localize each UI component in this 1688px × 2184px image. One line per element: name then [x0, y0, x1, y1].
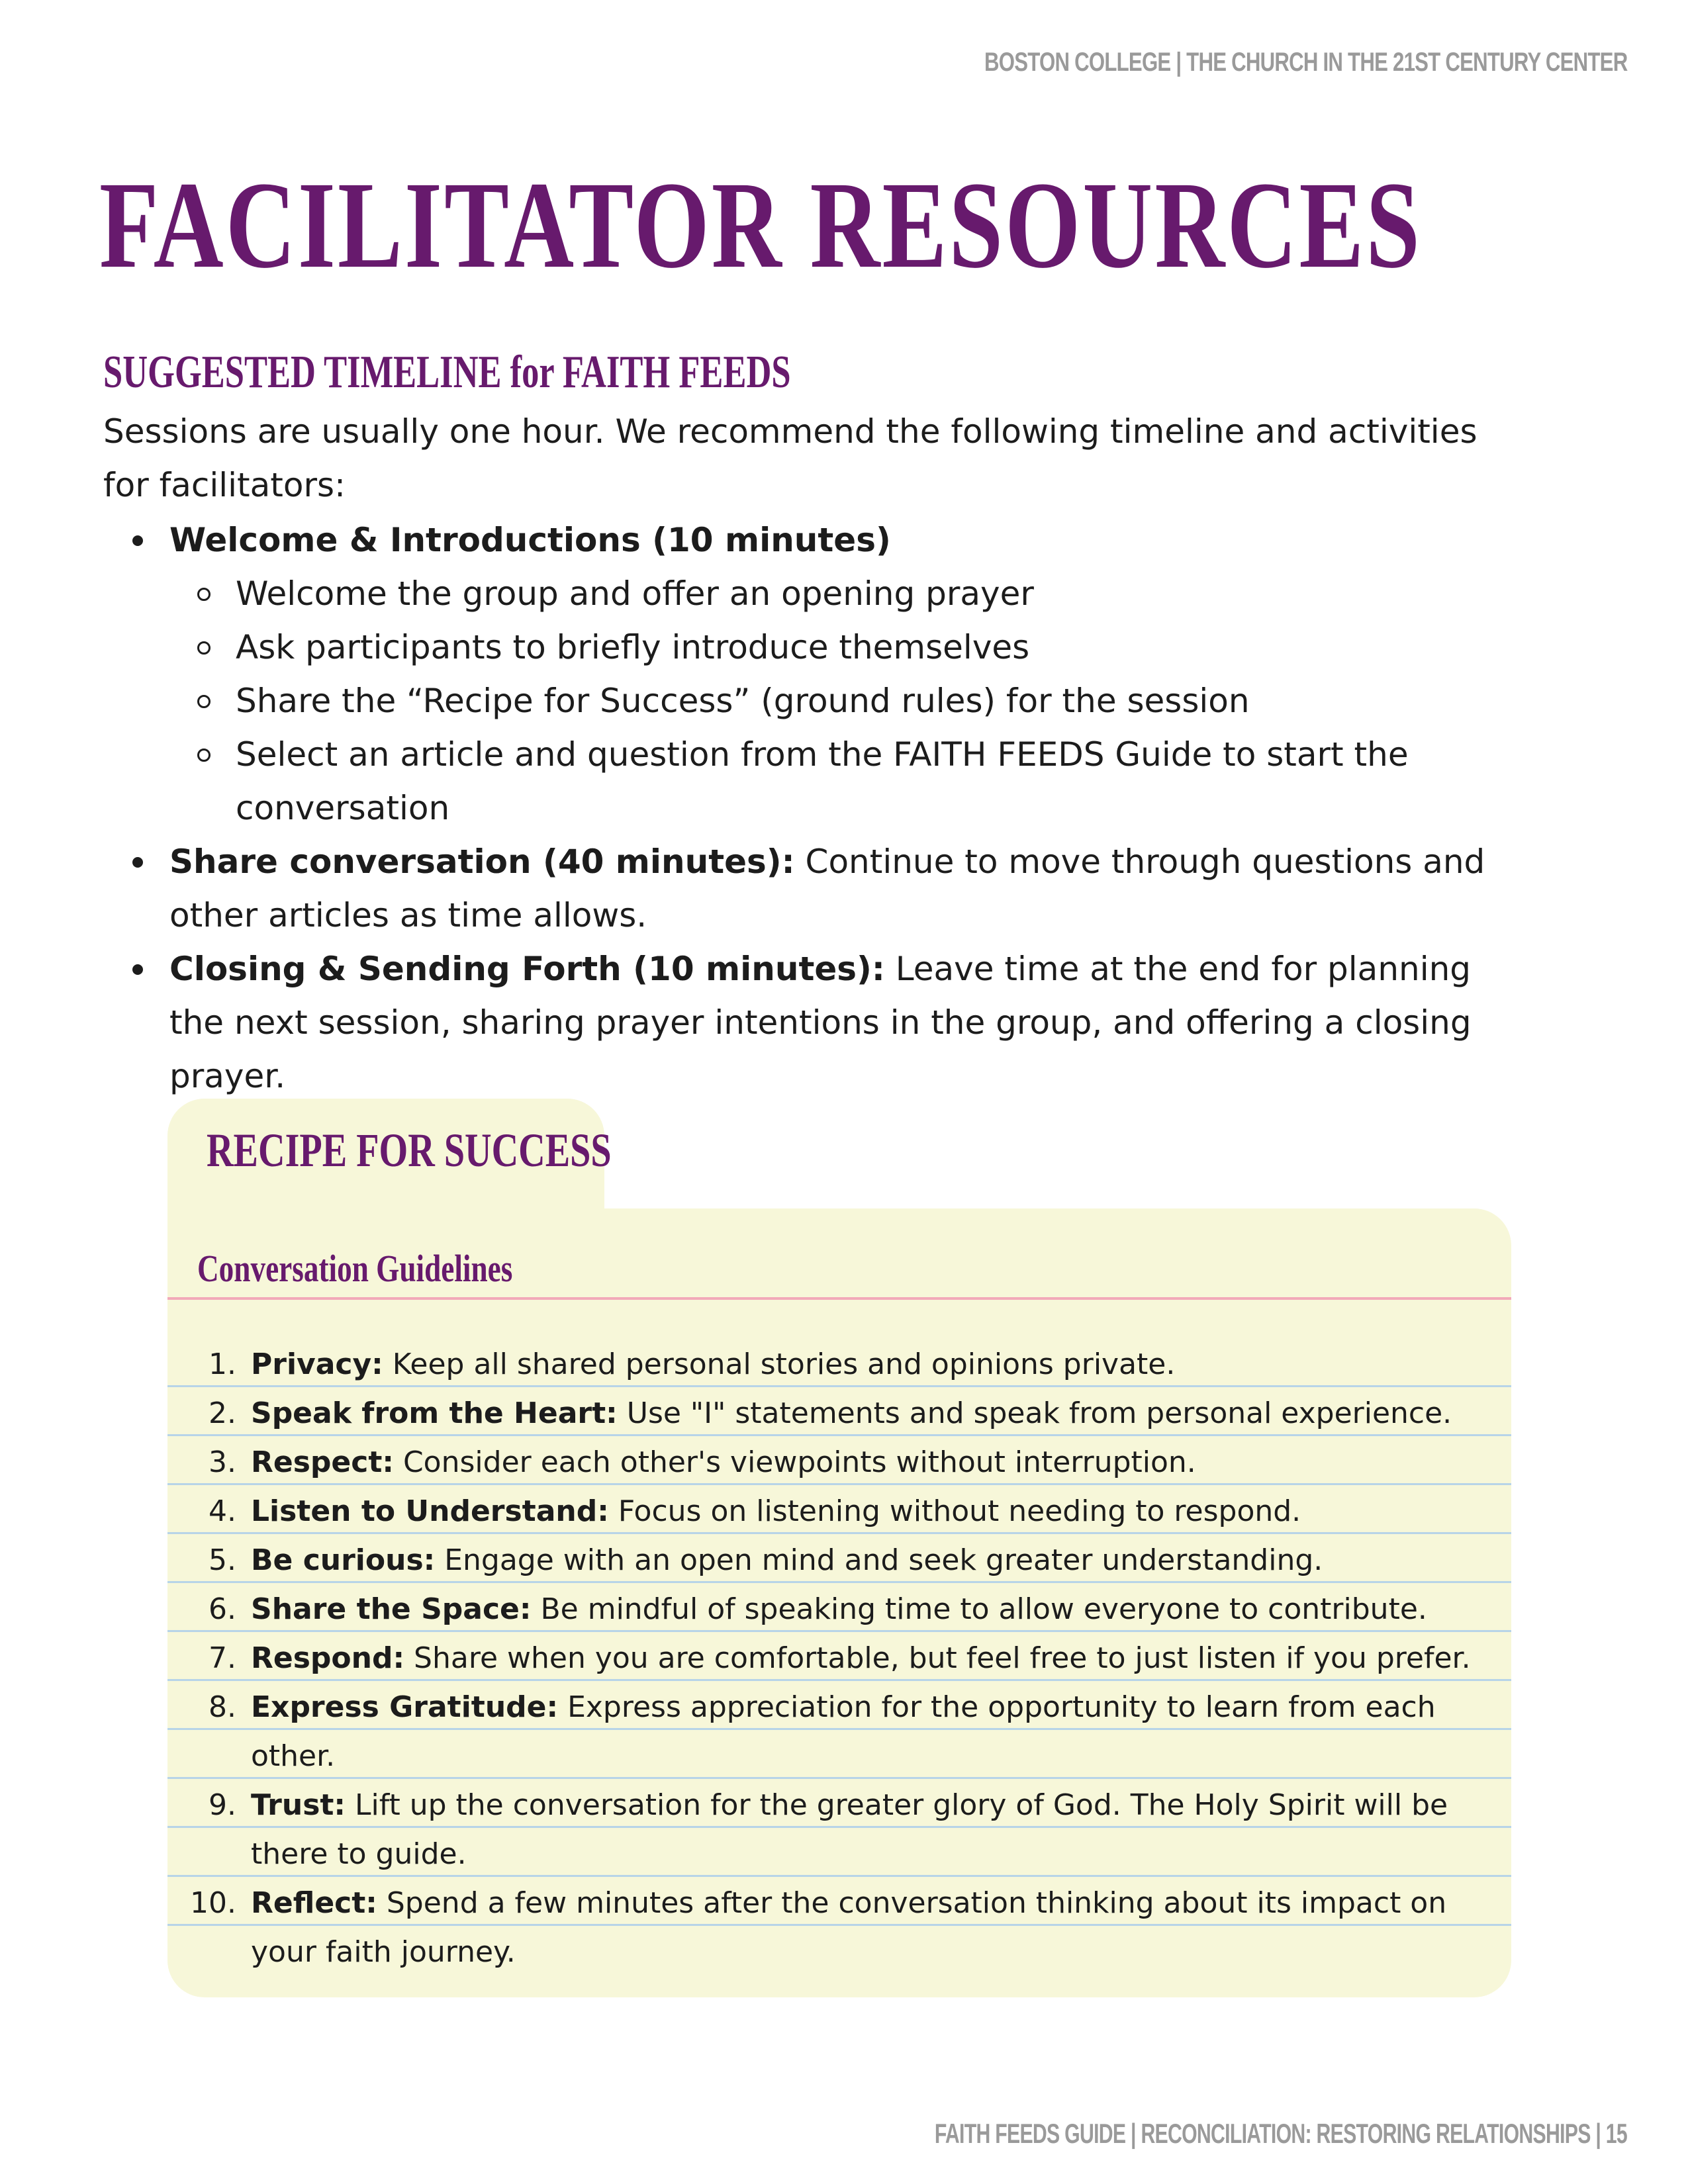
- page-header: BOSTON COLLEGE | THE CHURCH IN THE 21ST CENTURY CENTER: [984, 48, 1627, 77]
- guideline-item: [167, 1438, 1485, 1487]
- guideline-item: [167, 1585, 1485, 1634]
- guidelines-heading: Conversation Guidelines: [197, 1247, 513, 1290]
- guideline-text: Spend a few minutes after the conversation thinking about its impact on your faith journey.: [251, 1886, 1447, 1969]
- guideline-label: Privacy:: [251, 1347, 383, 1381]
- guidelines-list: [167, 1340, 1485, 1977]
- guideline-text: Engage with an open mind and seek greater understanding.: [435, 1543, 1323, 1577]
- guideline-item: [167, 1389, 1485, 1438]
- timeline-heading: SUGGESTED TIMELINE for FAITH FEEDS: [103, 347, 791, 398]
- timeline-item-text: Leave time at the end for planning the next session, sharing prayer intentions in the group, and offering a closing prayer.: [169, 950, 1472, 1095]
- guideline-label: Share the Space:: [251, 1592, 532, 1626]
- page-title: FACILITATOR RESOURCES: [99, 156, 1423, 294]
- page-footer: FAITH FEEDS GUIDE | RECONCILIATION: RESTORING RELATIONSHIPS | 15: [934, 2118, 1627, 2149]
- guideline-text: Lift up the conversation for the greater glory of God. The Holy Spirit will be there to guide.: [251, 1788, 1448, 1871]
- guideline-text: Express appreciation for the opportunity to learn from each other.: [251, 1690, 1436, 1773]
- guideline-number: 10.: [190, 1886, 236, 1920]
- margin-line: [167, 1297, 1511, 1300]
- guideline-number: 4.: [209, 1494, 236, 1528]
- guideline-item: [167, 1340, 1485, 1389]
- guideline-label: Speak from the Heart:: [251, 1396, 618, 1430]
- guideline-number: 2.: [209, 1396, 236, 1430]
- timeline-item-label: Share conversation (40 minutes):: [169, 842, 795, 881]
- guideline-text: Focus on listening without needing to respond.: [608, 1494, 1301, 1528]
- guideline-text: Keep all shared personal stories and opinions private.: [383, 1347, 1176, 1381]
- guideline-item: [167, 1879, 1485, 1977]
- timeline-list: [103, 514, 1526, 1103]
- guideline-text: Be mindful of speaking time to allow everyone to contribute.: [531, 1592, 1427, 1626]
- timeline-item-share: [103, 835, 1526, 942]
- guideline-number: 3.: [209, 1445, 236, 1479]
- guideline-number: 1.: [209, 1347, 236, 1381]
- guideline-text: Use "I" statements and speak from personal experience.: [617, 1396, 1452, 1430]
- guideline-text: Share when you are comfortable, but feel free to just listen if you prefer.: [404, 1641, 1471, 1675]
- guideline-number: 7.: [209, 1641, 236, 1675]
- guideline-item: [167, 1487, 1485, 1536]
- timeline-item-label: Closing & Sending Forth (10 minutes):: [169, 950, 885, 988]
- recipe-title: RECIPE FOR SUCCESS: [207, 1124, 612, 1177]
- guideline-label: Reflect:: [251, 1886, 377, 1920]
- guideline-number: 9.: [209, 1788, 236, 1822]
- timeline-item-closing: [103, 942, 1526, 1103]
- guideline-label: Trust:: [251, 1788, 346, 1822]
- guideline-label: Respond:: [251, 1641, 405, 1675]
- welcome-sublist: [169, 567, 1526, 835]
- guideline-text: Consider each other's viewpoints without interruption.: [393, 1445, 1196, 1479]
- timeline-item-welcome: [103, 514, 1526, 835]
- sub-item: Ask participants to briefly introduce themselves: [169, 621, 1526, 674]
- guideline-label: Express Gratitude:: [251, 1690, 559, 1724]
- guideline-label: Respect:: [251, 1445, 394, 1479]
- guideline-number: 6.: [209, 1592, 236, 1626]
- guideline-item: [167, 1536, 1485, 1585]
- guideline-item: [167, 1781, 1485, 1879]
- guideline-number: 5.: [209, 1543, 236, 1577]
- guideline-label: Listen to Understand:: [251, 1494, 609, 1528]
- timeline-item-text: Continue to move through questions and other articles as time allows.: [169, 842, 1485, 934]
- guideline-item: [167, 1634, 1485, 1683]
- sub-item: Share the “Recipe for Success” (ground rules) for the session: [169, 674, 1526, 728]
- sub-item: Select an article and question from the FAITH FEEDS Guide to start the conversation: [169, 728, 1526, 835]
- guideline-label: Be curious:: [251, 1543, 436, 1577]
- guideline-item: [167, 1683, 1485, 1781]
- guideline-number: 8.: [209, 1690, 236, 1724]
- timeline-item-label: Welcome & Introductions (10 minutes): [169, 521, 891, 559]
- timeline-intro: Sessions are usually one hour. We recommend the following timeline and activities for facilitators:: [103, 412, 1477, 504]
- sub-item: Welcome the group and offer an opening prayer: [169, 567, 1526, 621]
